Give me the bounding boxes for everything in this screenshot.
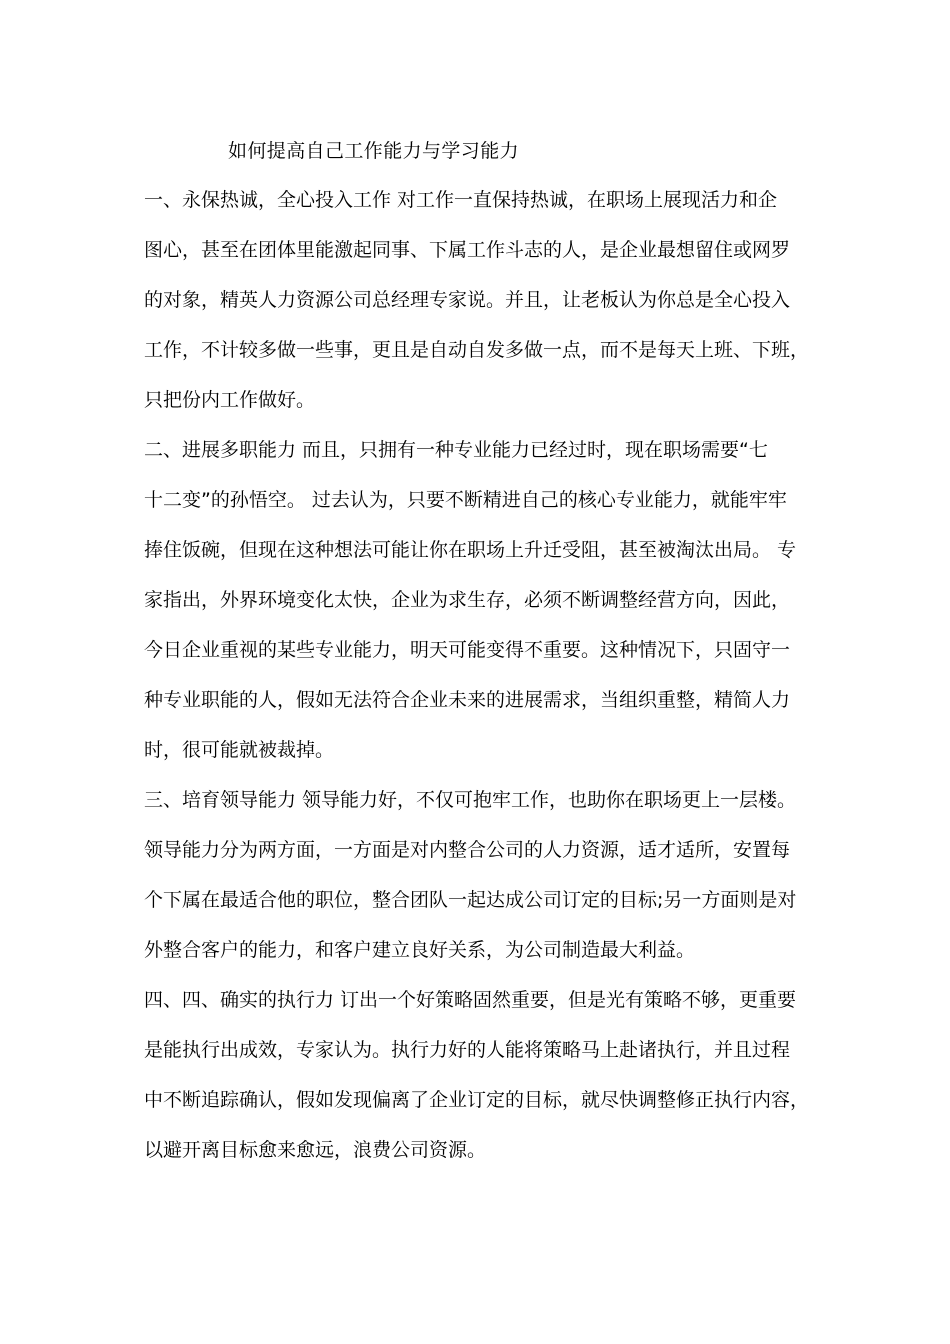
text-line: 种专业职能的人，假如无法符合企业未来的进展需求，当组织重整，精简人力	[144, 689, 791, 711]
text-line: 十二变”的孙悟空。 过去认为，只要不断精进自己的核心专业能力，就能牢牢	[144, 489, 787, 511]
text-line: 中不断追踪确认，假如发现偏离了企业订定的目标，就尽快调整修正执行内容，	[144, 1089, 810, 1111]
document-body	[144, 181, 808, 1181]
text-line: 是能执行出成效，专家认为。执行力好的人能将策略马上赴诸执行，并且过程	[144, 1039, 791, 1061]
text-line: 二、进展多职能力 而且，只拥有一种专业能力已经过时，现在职场需要“七	[144, 439, 768, 461]
text-line: 以避开离目标愈来愈远，浪费公司资源。	[144, 1139, 487, 1161]
text-line: 一、永保热诚，全心投入工作 对工作一直保持热诚，在职场上展现活力和企	[144, 189, 778, 211]
text-line: 捧住饭碗，但现在这种想法可能让你在职场上升迁受阻，甚至被淘汰出局。 专	[144, 539, 797, 561]
text-line: 工作，不计较多做一些事，更且是自动自发多做一点，而不是每天上班、下班，	[144, 339, 810, 361]
text-line: 领导能力分为两方面，一方面是对内整合公司的人力资源，适才适所，安置每	[144, 839, 791, 861]
text-line: 今日企业重视的某些专业能力，明天可能变得不重要。这种情况下，只固守一	[144, 639, 791, 661]
text-line: 时，很可能就被裁掉。	[144, 739, 335, 761]
text-line: 个下属在最适合他的职位，整合团队一起达成公司订定的目标;另一方面则是对	[144, 889, 797, 911]
text-line: 家指出，外界环境变化太快，企业为求生存，必须不断调整经营方向，因此，	[144, 589, 791, 611]
text-line: 外整合客户的能力，和客户建立良好关系，为公司制造最大利益。	[144, 939, 696, 961]
text-line: 只把份内工作做好。	[144, 389, 316, 411]
text-line: 的对象，精英人力资源公司总经理专家说。并且，让老板认为你总是全心投入	[144, 289, 791, 311]
text-line: 图心，甚至在团体里能激起同事、下属工作斗志的人，是企业最想留住或网罗	[144, 239, 791, 261]
text-line: 三、培育领导能力 领导能力好，不仅可抱牢工作，也助你在职场更上一层楼。	[144, 789, 797, 811]
text-line: 四、四、确实的执行力 订出一个好策略固然重要，但是光有策略不够，更重要	[144, 989, 797, 1011]
document-title: 如何提高自己工作能力与学习能力	[228, 140, 520, 162]
